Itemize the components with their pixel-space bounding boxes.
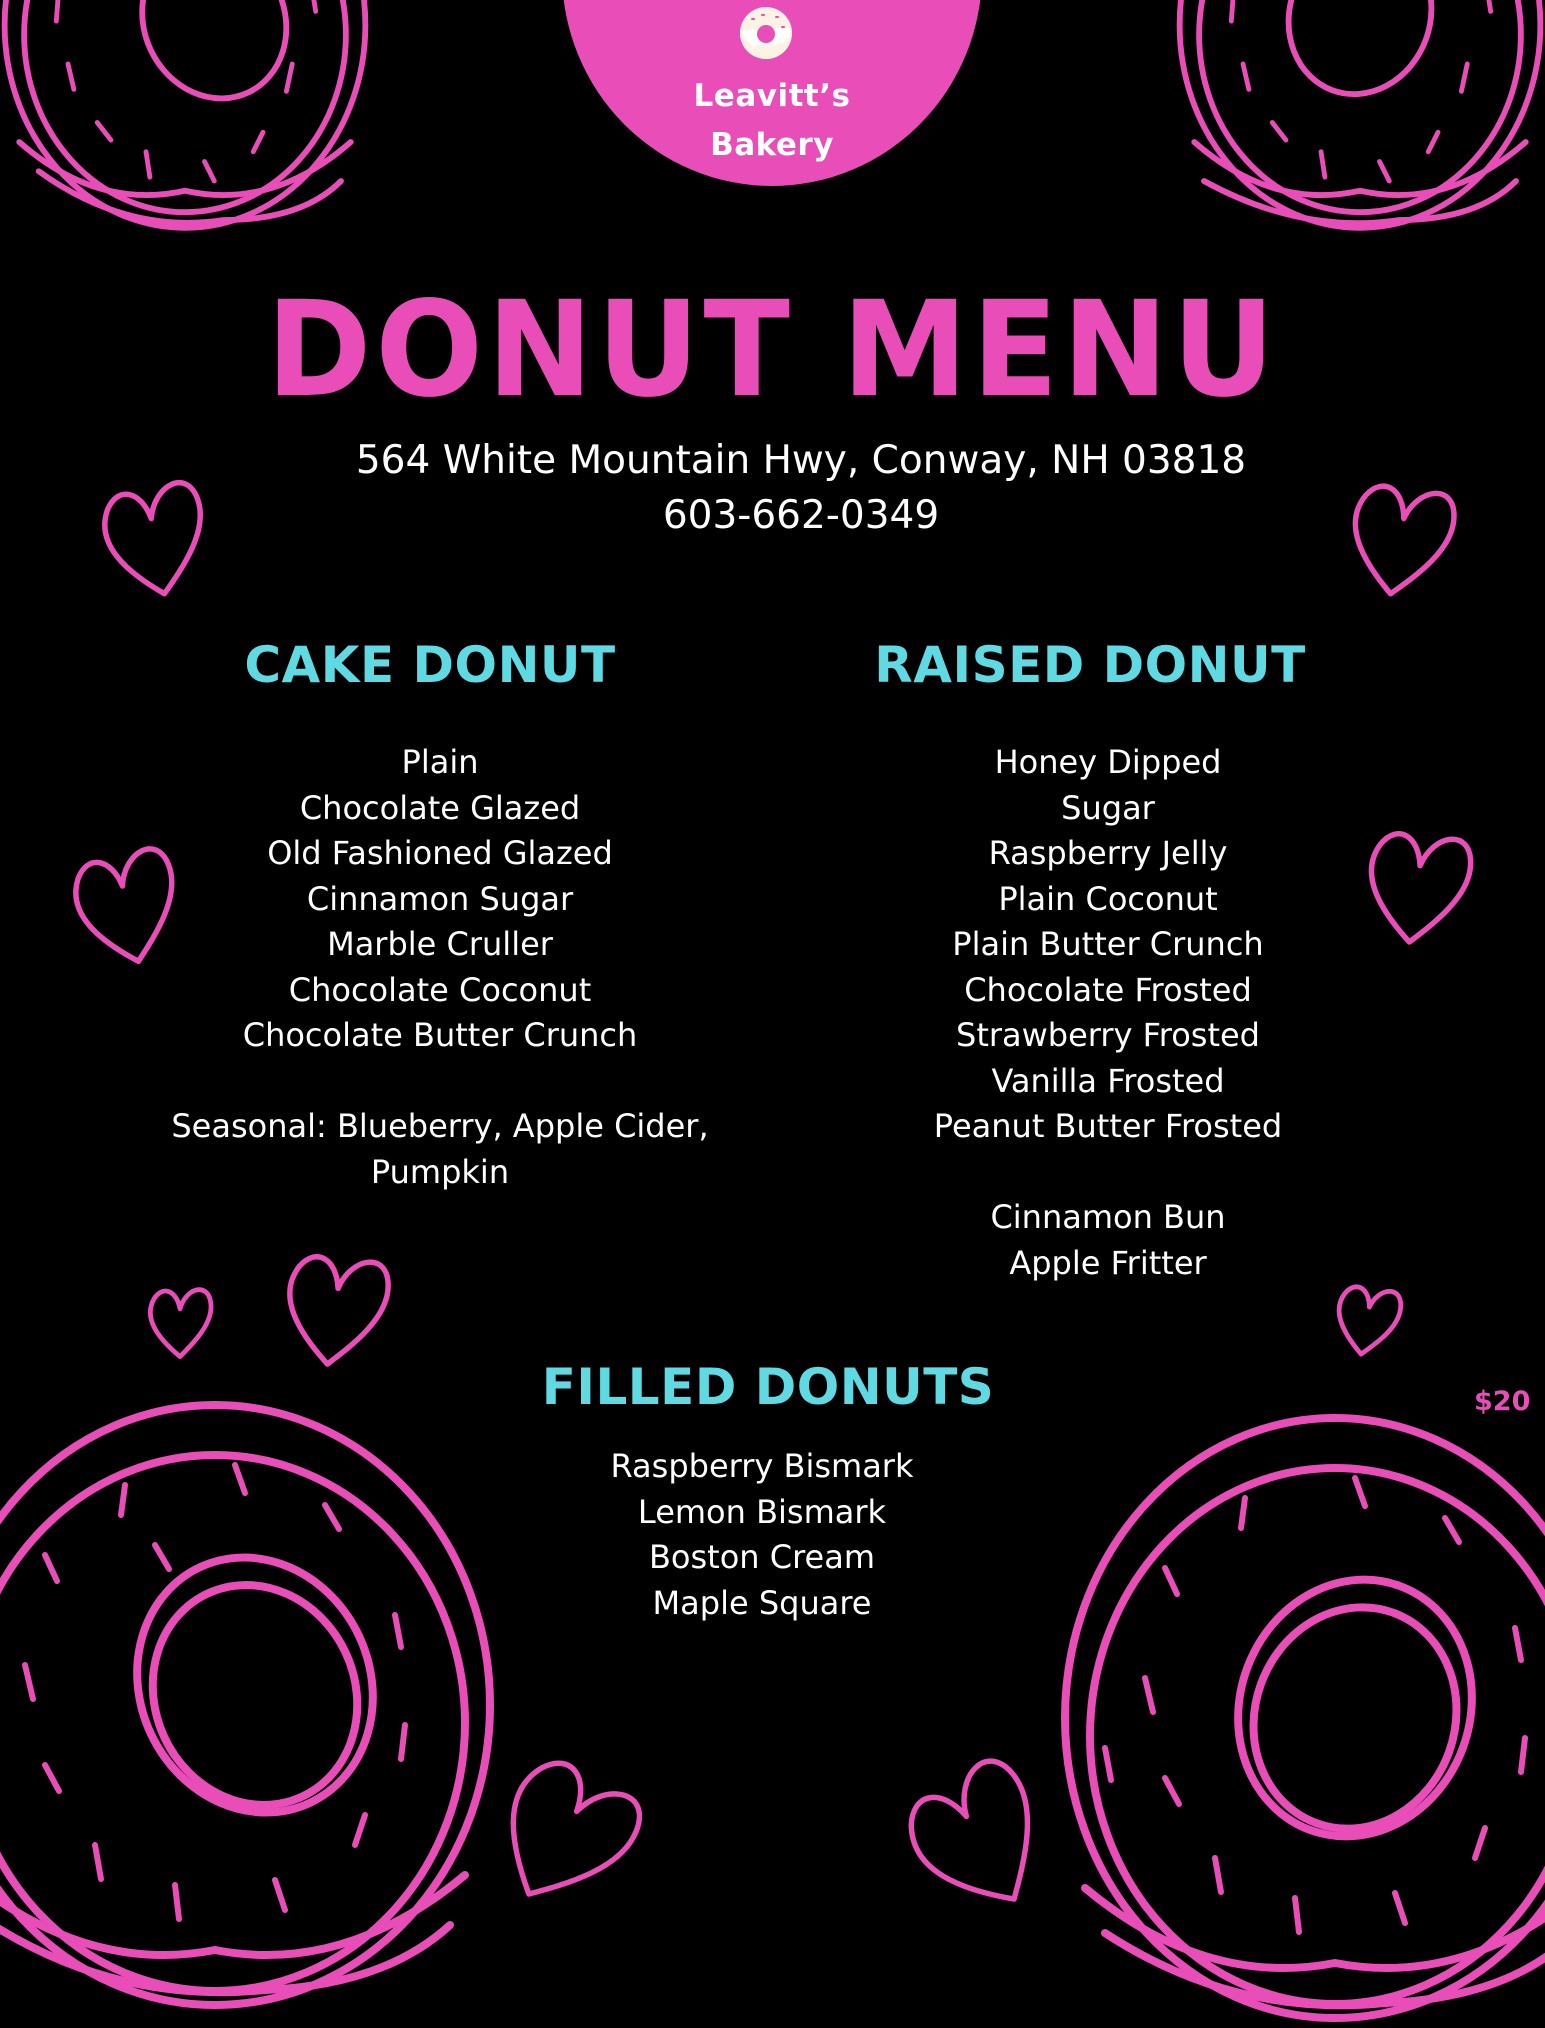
heart-outline-icon [1332, 1283, 1402, 1358]
donut-outline-icon [1055, 1408, 1545, 2028]
list-item: Cinnamon Bun [990, 1198, 1226, 1236]
list-item: Raspberry Jelly [988, 834, 1228, 872]
list-item: Marble Cruller [327, 925, 553, 963]
seasonal-line: Pumpkin [370, 1152, 510, 1191]
filled-donut-list [462, 1444, 1062, 1626]
list-item: Cinnamon Sugar [306, 879, 574, 918]
list-item: Sugar [1061, 788, 1155, 827]
list-item: Raspberry Bismark [610, 1447, 914, 1485]
logo-name-line2: Bakery [710, 127, 834, 163]
address: 564 White Mountain Hwy, Conway, NH 03818 [355, 438, 1247, 483]
list-item: Peanut Butter Frosted [933, 1107, 1283, 1145]
raised-donut-extras [808, 1195, 1408, 1286]
list-item: Lemon Bismark [637, 1492, 887, 1531]
list-item: Chocolate Frosted [964, 970, 1252, 1009]
section-title-cake-donut: CAKE DONUT [244, 636, 616, 694]
section-title-raised-donut: RAISED DONUT [874, 636, 1306, 694]
heart-outline-icon [478, 1760, 648, 1910]
list-item: Strawberry Frosted [956, 1016, 1260, 1054]
donut-outline-icon [0, 1395, 500, 2015]
list-item: Chocolate Glazed [299, 788, 581, 827]
section-title-filled-donuts: FILLED DONUTS [541, 1358, 995, 1416]
list-item: Chocolate Butter Crunch [242, 1016, 638, 1054]
raised-donut-list [808, 740, 1408, 1150]
phone-number: 603-662-0349 [662, 493, 940, 538]
page-title: DONUT MENU [266, 273, 1279, 427]
seasonal-line: Seasonal: Blueberry, Apple Cider, [171, 1107, 709, 1145]
list-item: Plain Butter Crunch [952, 925, 1264, 963]
list-item: Boston Cream [648, 1538, 876, 1576]
heart-outline-icon [280, 1250, 390, 1370]
heart-outline-icon [895, 1765, 1065, 1915]
bakery-logo [562, 0, 982, 186]
list-item: Honey Dipped [994, 743, 1222, 781]
list-item: Vanilla Frosted [991, 1061, 1225, 1100]
list-item: Plain Coconut [998, 879, 1218, 918]
list-item: Old Fashioned Glazed [267, 834, 613, 872]
list-item: Chocolate Coconut [288, 970, 592, 1009]
donut-outline-icon [1165, 0, 1545, 240]
cake-donut-list [140, 740, 740, 1059]
logo-name-line1: Leavitt’s [693, 78, 851, 114]
price-tag: $20 [1474, 1386, 1531, 1417]
heart-outline-icon [145, 1285, 215, 1360]
donut-outline-icon [0, 0, 380, 240]
list-item: Maple Square [652, 1583, 872, 1622]
list-item: Apple Fritter [1009, 1243, 1207, 1282]
donut-icon [731, 0, 801, 70]
seasonal-note [140, 1104, 740, 1195]
list-item: Plain [401, 743, 479, 781]
